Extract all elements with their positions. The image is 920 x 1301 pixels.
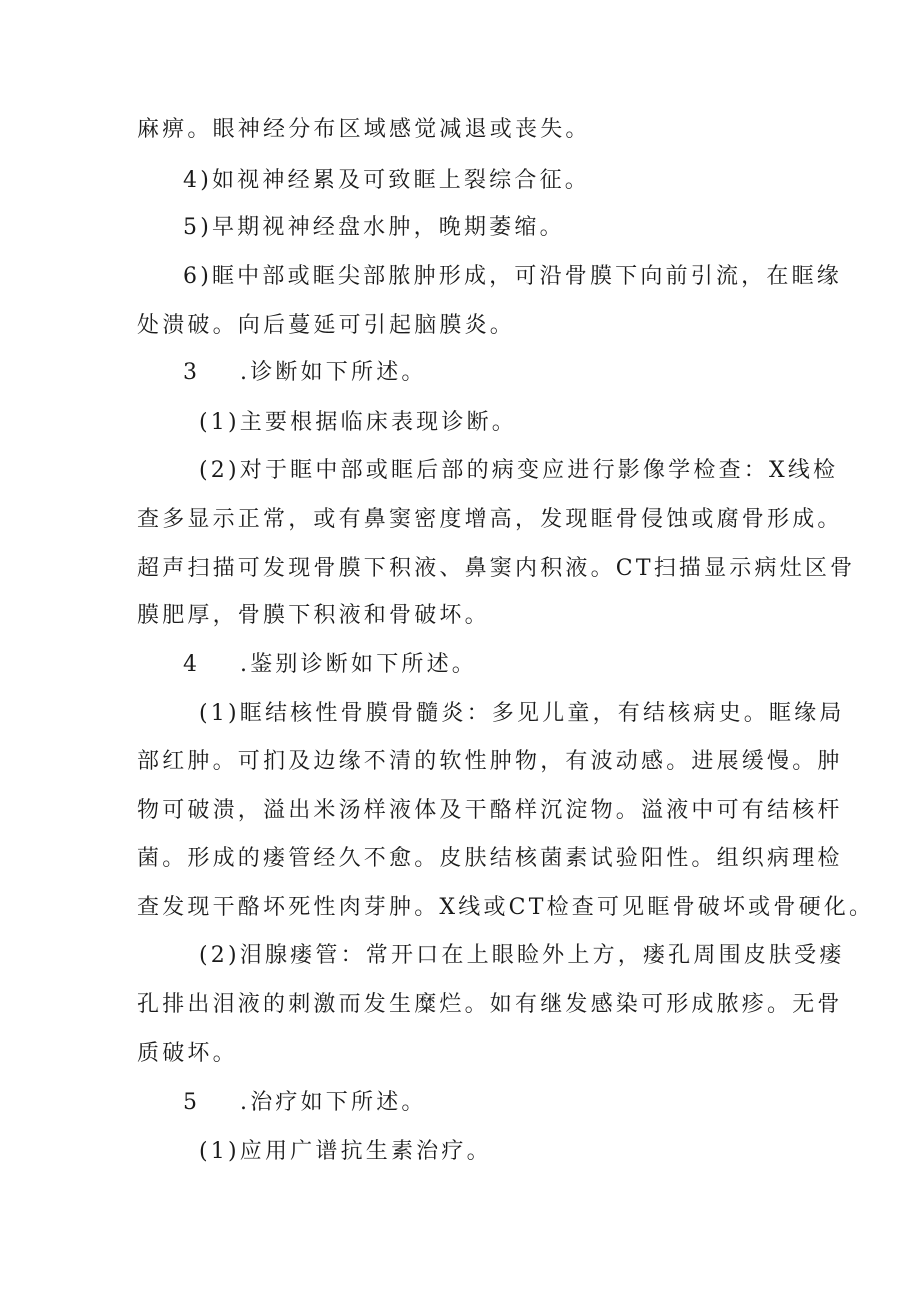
line-text: 膜肥厚，骨膜下积液和骨破坏。 xyxy=(137,603,490,628)
line-text: 4)如视神经累及可致眶上裂综合征。 xyxy=(183,168,590,193)
section-number: 4 xyxy=(183,652,201,677)
line-text: 5)早期视神经盘水肿，晚期萎缩。 xyxy=(183,215,565,240)
section-number: 3 xyxy=(183,360,201,385)
line-text: (2)对于眶中部或眶后部的病变应进行影像学检查：X线检 xyxy=(199,458,839,483)
section-title: .鉴别诊断如下所述。 xyxy=(240,652,477,677)
line-text: 菌。形成的瘘管经久不愈。皮肤结核菌素试验阳性。组织病理检 xyxy=(137,846,843,871)
line-text: 查发现干酪坏死性肉芽肿。X线或CT检查可见眶骨破坏或骨硬化。 xyxy=(137,895,875,920)
line-text: (2)泪腺瘘管：常开口在上眼睑外上方，瘘孔周围皮肤受瘘 xyxy=(199,943,845,968)
line-text: 处溃破。向后蔓延可引起脑膜炎。 xyxy=(137,313,516,338)
line-text: 孔排出泪液的刺激而发生糜烂。如有继发感染可形成脓疹。无骨 xyxy=(137,992,843,1017)
line-text: 物可破溃，溢出米汤样液体及干酪样沉淀物。溢液中可有结核杆 xyxy=(137,798,843,823)
line-text: 麻痹。眼神经分布区域感觉减退或丧失。 xyxy=(137,117,591,142)
line-text: 质破坏。 xyxy=(137,1041,238,1066)
section-number: 5 xyxy=(183,1090,201,1115)
line-text: (1)应用广谱抗生素治疗。 xyxy=(199,1139,492,1164)
line-text: (1)眶结核性骨膜骨髓炎：多见儿童，有结核病史。眶缘局 xyxy=(199,701,845,726)
line-text: 部红肿。可扪及边缘不清的软性肿物，有波动感。进展缓慢。肿 xyxy=(137,749,843,774)
line-text: 查多显示正常，或有鼻窦密度增高，发现眶骨侵蚀或腐骨形成。 xyxy=(137,507,843,532)
line-text: (1)主要根据临床表现诊断。 xyxy=(199,410,517,435)
line-text: 6)眶中部或眶尖部脓肿形成，可沿骨膜下向前引流，在眶缘 xyxy=(183,264,842,289)
section-title: .治疗如下所述。 xyxy=(240,1090,427,1115)
line-text: 超声扫描可发现骨膜下积液、鼻窦内积液。CT扫描显示病灶区骨 xyxy=(137,556,856,581)
section-title: .诊断如下所述。 xyxy=(240,360,427,385)
